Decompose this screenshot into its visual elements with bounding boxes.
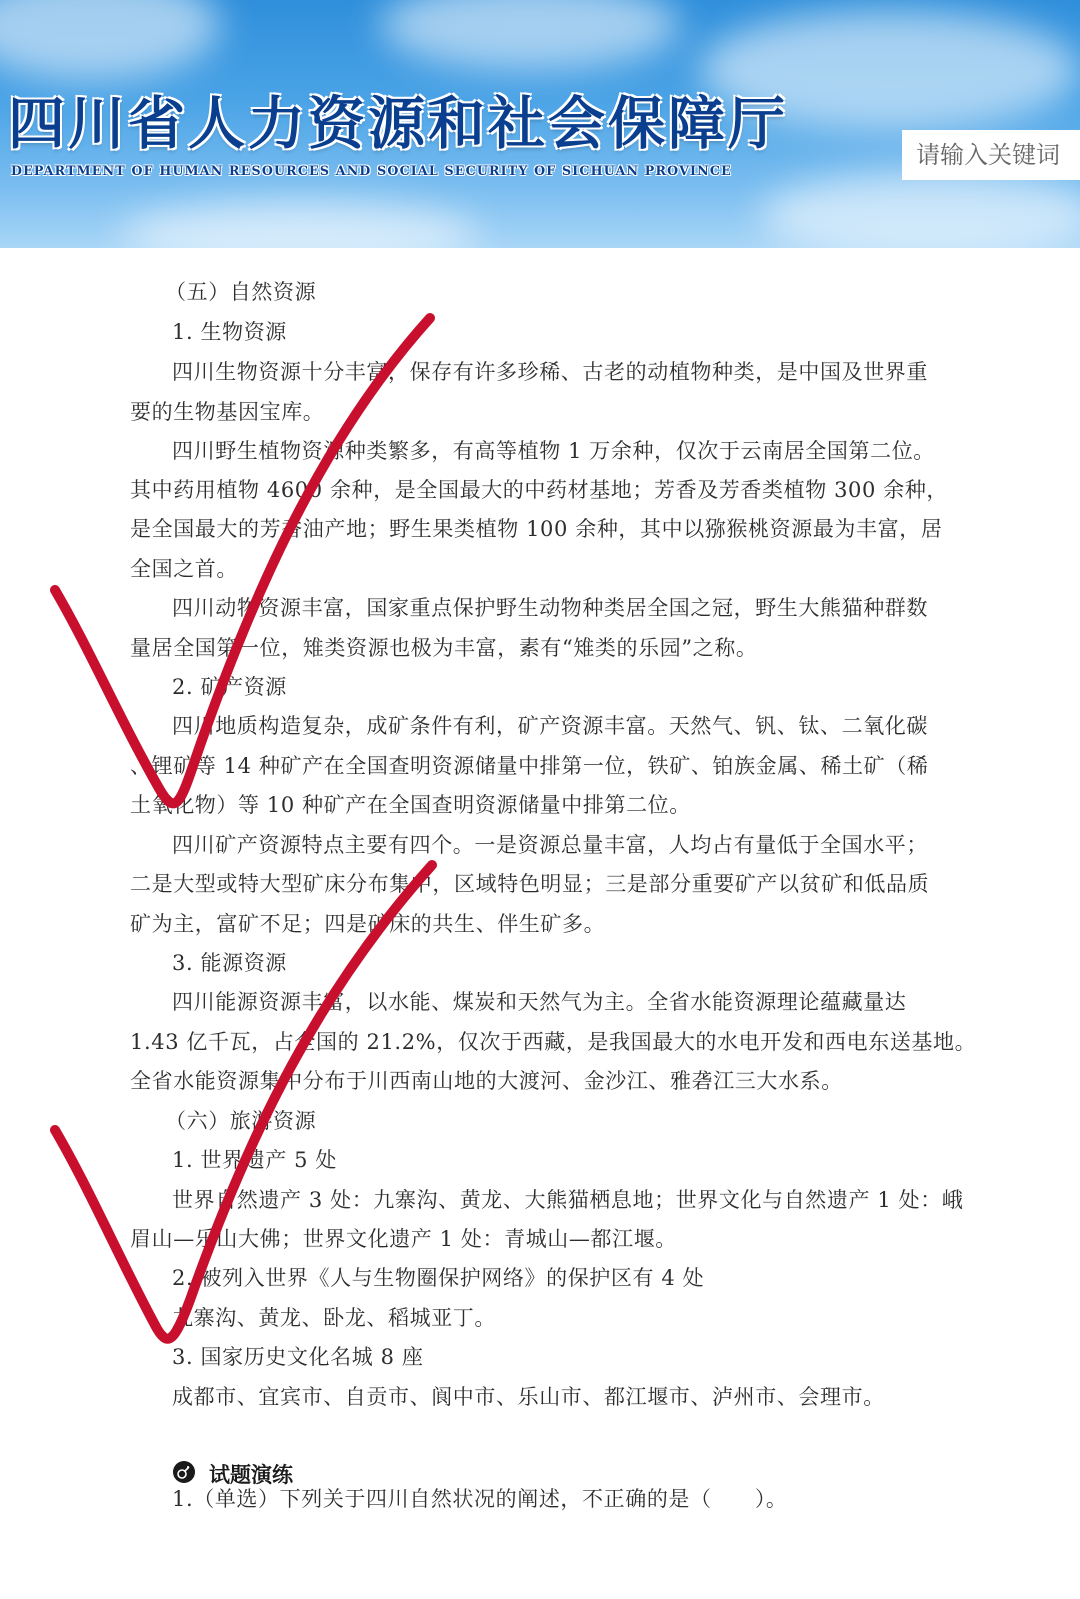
paragraph-line: 矿为主，富矿不足；四是矿床的共生、伴生矿多。 <box>130 912 606 936</box>
heading-natural-resources: （五）自然资源 <box>165 280 317 304</box>
subheading-world-heritage: 1. 世界遗产 5 处 <box>172 1148 338 1172</box>
paragraph-line: 四川动物资源丰富，国家重点保护野生动物种类居全国之冠，野生大熊猫种群数 <box>172 596 928 620</box>
subheading-bio-resources: 1. 生物资源 <box>172 320 287 344</box>
site-title[interactable]: 四川省人力资源和社会保障厅 <box>8 90 788 157</box>
cloud-decoration <box>760 170 1080 248</box>
subheading-biosphere-reserves: 2. 被列入世界《人与生物圈保护网络》的保护区有 4 处 <box>172 1266 705 1290</box>
paragraph-line: 四川矿产资源特点主要有四个。一是资源总量丰富，人均占有量低于全国水平； <box>172 833 928 857</box>
paragraph-line: 四川野生植物资源种类繁多，有高等植物 1 万余种，仅次于云南居全国第二位。 <box>172 439 935 463</box>
header-banner <box>0 0 1080 248</box>
cloud-decoration <box>380 0 680 70</box>
subheading-mineral-resources: 2. 矿产资源 <box>172 675 287 699</box>
paragraph-line: 世界自然遗产 3 处：九寨沟、黄龙、大熊猫栖息地；世界文化与自然遗产 1 处：峨 <box>172 1188 964 1212</box>
paragraph-line: 四川能源资源丰富，以水能、煤炭和天然气为主。全省水能资源理论蕴藏量达 <box>172 990 907 1014</box>
exercise-question: 1.（单选）下列关于四川自然状况的阐述，不正确的是（ ）。 <box>172 1487 788 1511</box>
subheading-historic-cities: 3. 国家历史文化名城 8 座 <box>172 1345 424 1369</box>
paragraph-line: 九寨沟、黄龙、卧龙、稻城亚丁。 <box>172 1306 496 1330</box>
paragraph-line: 、锂矿等 14 种矿产在全国查明资源储量中排第一位，铁矿、铂族金属、稀土矿（稀 <box>130 754 929 778</box>
paragraph-line: 量居全国第一位，雉类资源也极为丰富，素有“雉类的乐园”之称。 <box>130 636 758 660</box>
exercise-section-title: 试题演练 <box>209 1463 293 1487</box>
exercise-icon <box>173 1461 195 1483</box>
paragraph-line: 四川地质构造复杂，成矿条件有利，矿产资源丰富。天然气、钒、钛、二氧化碳 <box>172 714 928 738</box>
cloud-decoration <box>0 0 220 80</box>
paragraph-line: 土氧化物）等 10 种矿产在全国查明资源储量中排第二位。 <box>130 793 691 817</box>
paragraph-line: 四川生物资源十分丰富，保存有许多珍稀、古老的动植物种类，是中国及世界重 <box>172 360 928 384</box>
paragraph-line: 其中药用植物 4600 余种，是全国最大的中药材基地；芳香及芳香类植物 300 余种， <box>130 478 949 502</box>
heading-tourism-resources: （六）旅游资源 <box>165 1109 317 1133</box>
paragraph-line: 1.43 亿千瓦，占全国的 21.2%，仅次于西藏，是我国最大的水电开发和西电东送基地。 <box>130 1030 977 1054</box>
paragraph-line: 要的生物基因宝库。 <box>130 400 325 424</box>
search-input[interactable] <box>902 130 1080 180</box>
paragraph-line: 全省水能资源集中分布于川西南山地的大渡河、金沙江、雅砻江三大水系。 <box>130 1069 843 1093</box>
site-subtitle: DEPARTMENT OF HUMAN RESOURCES AND SOCIAL SECURITY OF SICHUAN PROVINCE <box>11 163 732 178</box>
paragraph-line: 全国之首。 <box>130 557 238 581</box>
paragraph-line: 是全国最大的芳香油产地；野生果类植物 100 余种，其中以猕猴桃资源最为丰富，居 <box>130 517 943 541</box>
paragraph-line: 成都市、宜宾市、自贡市、阆中市、乐山市、都江堰市、泸州市、会理市。 <box>172 1385 885 1409</box>
subheading-energy-resources: 3. 能源资源 <box>172 951 287 975</box>
paragraph-line: 二是大型或特大型矿床分布集中，区域特色明显；三是部分重要矿产以贫矿和低品质 <box>130 872 930 896</box>
paragraph-line: 眉山—乐山大佛；世界文化遗产 1 处：青城山—都江堰。 <box>130 1227 677 1251</box>
cloud-decoration <box>120 200 480 248</box>
